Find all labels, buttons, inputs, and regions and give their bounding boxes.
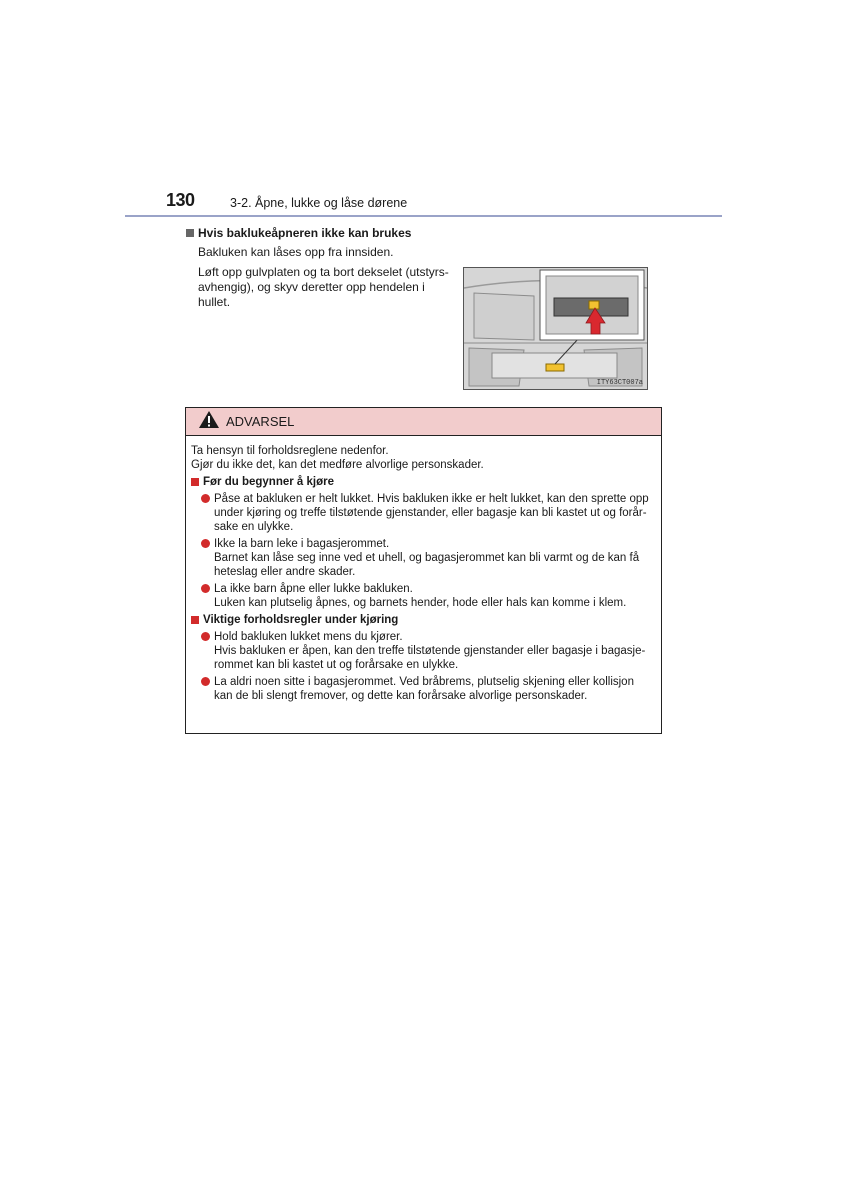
trunk-lever-illustration (463, 267, 648, 390)
paragraph-line: Løft opp gulvplaten og ta bort dekselet (utstyrs- (198, 265, 449, 279)
bullet-dot-icon (201, 584, 210, 593)
bullet-line: rommet kan bli kastet ut og forårsake en ulykke. (214, 659, 459, 671)
warning-box (185, 407, 662, 734)
bullet-line: under kjøring og treffe tilstøtende gjenstander, eller bagasje kan bli kastet ut og forår- (214, 507, 647, 519)
warning-triangle-icon (198, 410, 220, 434)
warning-bullet (201, 492, 656, 534)
warning-title: ADVARSEL (226, 414, 295, 429)
section-title: 3-2. Åpne, lukke og låse dørene (230, 196, 408, 210)
warning-bullet (201, 675, 656, 703)
bullet-line: La ikke barn åpne eller lukke bakluken. (214, 583, 413, 595)
bullet-dot-icon (201, 677, 210, 686)
illustration-code: ITY63CT007a (596, 379, 643, 387)
warning-bullet (201, 537, 656, 579)
bullet-line: Hvis bakluken er åpen, kan den treffe tilstøtende gjenstander eller bagasje i bagasje- (214, 645, 646, 657)
warning-header (186, 408, 661, 436)
paragraph-unlock-inside: Bakluken kan låses opp fra innsiden. (198, 245, 394, 259)
subsection-heading (186, 226, 411, 240)
bullet-line: Hold bakluken lukket mens du kjører. (214, 631, 403, 643)
bullet-line: Påse at bakluken er helt lukket. Hvis bakluken ikke er helt lukket, kan den sprette opp (214, 493, 649, 505)
intro-line: Gjør du ikke det, kan det medføre alvorlige personskader. (191, 459, 484, 471)
bullet-dot-icon (201, 539, 210, 548)
square-bullet-icon (191, 616, 199, 624)
page-number: 130 (166, 190, 195, 210)
warning-bullet (201, 582, 656, 610)
bullet-line: kan de bli slengt fremover, og dette kan forårsake alvorlige personskader. (214, 690, 588, 702)
warning-body (186, 436, 661, 703)
bullet-dot-icon (201, 494, 210, 503)
warning-section-heading: Før du begynner å kjøre (191, 475, 656, 489)
warning-intro (191, 444, 656, 472)
intro-line: Ta hensyn til forholdsreglene nedenfor. (191, 445, 389, 457)
square-bullet-icon (186, 229, 194, 237)
bullet-line: Barnet kan låse seg inne ved et uhell, og bagasjerommet kan bli varmt og de kan få (214, 552, 640, 564)
subsection-title: Hvis baklukeåpneren ikke kan brukes (198, 226, 412, 240)
bullet-dot-icon (201, 632, 210, 641)
square-bullet-icon (191, 478, 199, 486)
bullet-line: Luken kan plutselig åpnes, og barnets hender, hode eller hals kan komme i klem. (214, 597, 627, 609)
illustration-drawing (464, 268, 647, 389)
warning-section-heading: Viktige forholdsregler under kjøring (191, 613, 656, 627)
bullet-line: La aldri noen sitte i bagasjerommet. Ved bråbrems, plutselig skjening eller kollisjon (214, 676, 634, 688)
bullet-line: sake en ulykke. (214, 521, 294, 533)
paragraph-lever-instructions (198, 265, 460, 310)
header-rule (125, 215, 722, 217)
bullet-line: heteslag eller andre skader. (214, 566, 356, 578)
bullet-line: Ikke la barn leke i bagasjerommet. (214, 538, 390, 550)
paragraph-line: avhengig), og skyv deretter opp hendelen i hullet. (198, 280, 425, 309)
warning-bullet (201, 630, 656, 672)
